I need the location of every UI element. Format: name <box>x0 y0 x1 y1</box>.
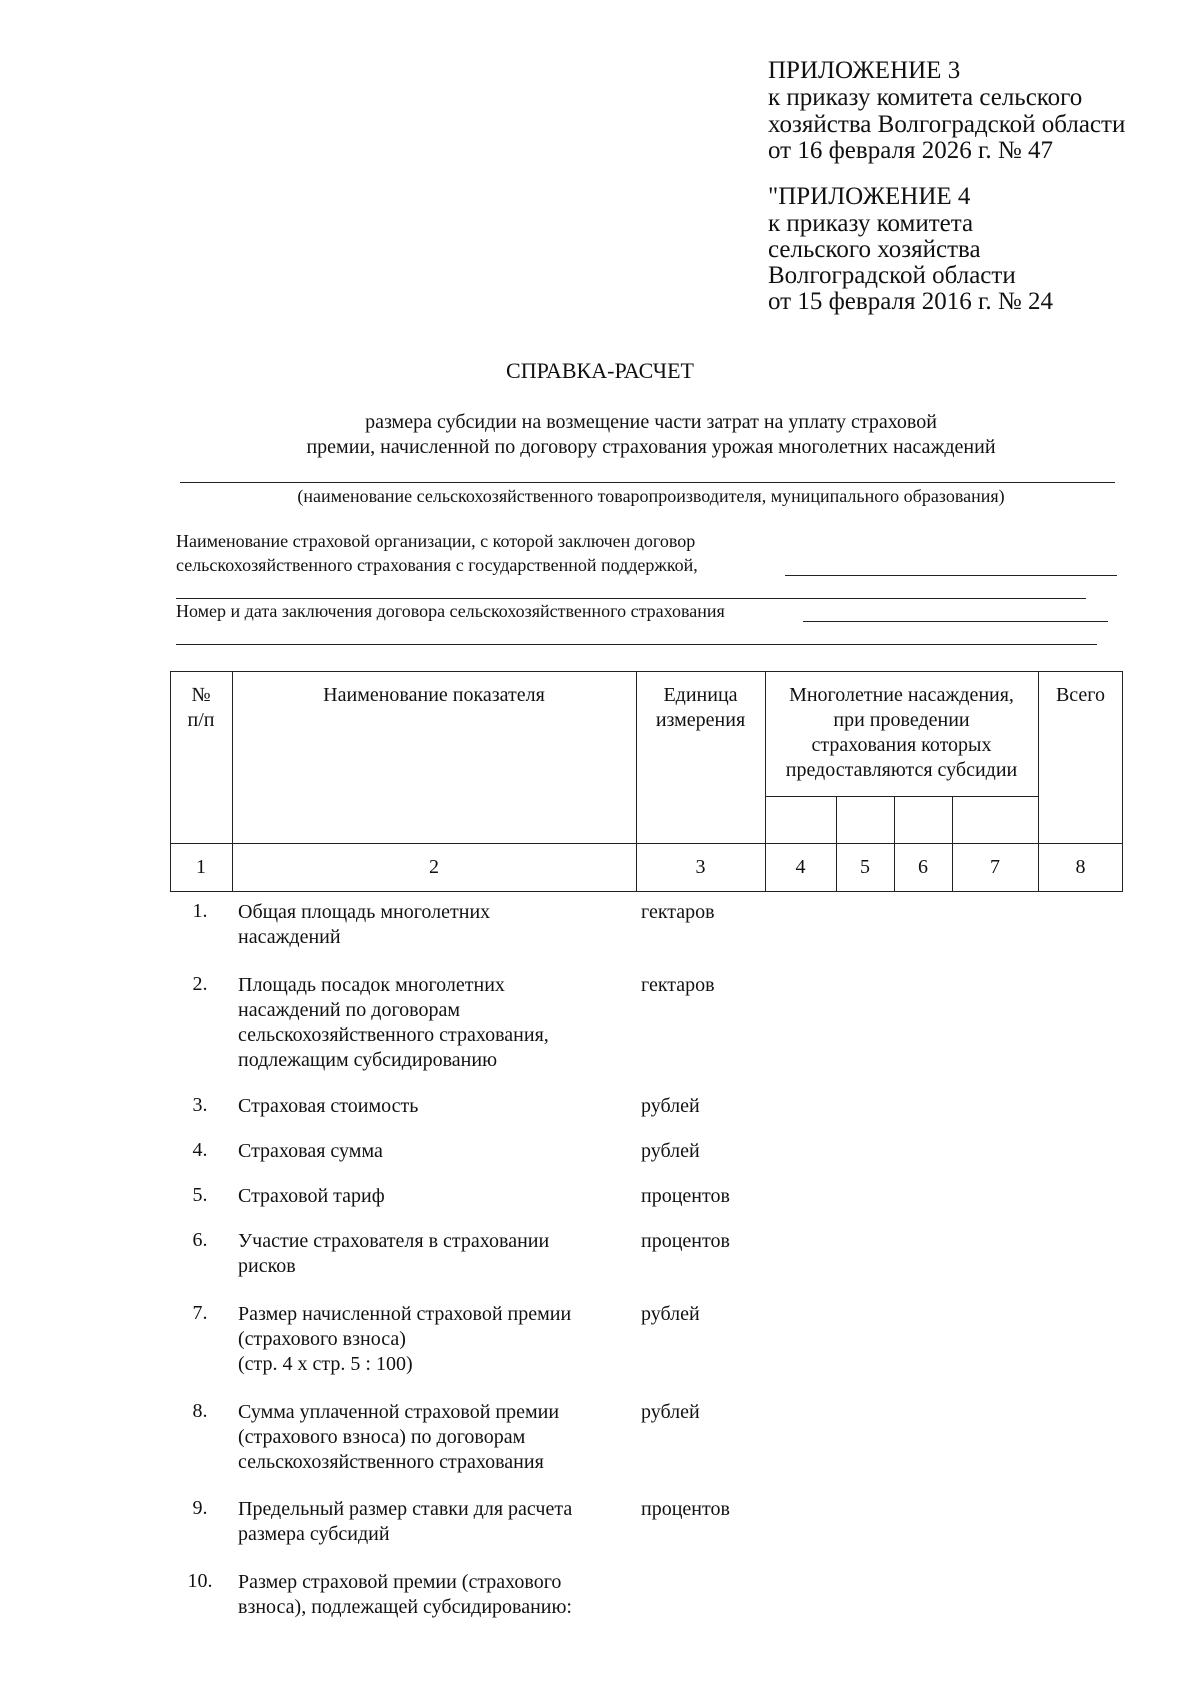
producer-caption: (наименование сельскохозяйственного товаропроизводителя, муниципального образования) <box>297 486 1005 506</box>
annex4-line: к приказу комитета <box>768 210 974 237</box>
row-name-line: сельскохозяйственного страхования, <box>238 1024 549 1046</box>
table-divider <box>765 796 1038 797</box>
row-name-line: (страхового взноса) <box>238 1328 406 1350</box>
header-unit-line: измерения <box>655 709 746 731</box>
annex4-line: от 15 февраля 2016 г. № 24 <box>768 288 1054 315</box>
header-plants-line: предоставляются субсидии <box>785 759 1018 781</box>
row-number: 6. <box>192 1229 208 1251</box>
row-name-line: взноса), подлежащей субсидированию: <box>238 1596 572 1618</box>
row-number: 5. <box>192 1184 208 1206</box>
row-number: 3. <box>192 1094 208 1116</box>
annex4-title: "ПРИЛОЖЕНИЕ 4 <box>768 183 971 210</box>
insurer-name-field-continued[interactable] <box>176 598 1086 599</box>
row-unit: процентов <box>641 1185 730 1207</box>
row-name-line: Предельный размер ставки для расчета <box>238 1498 573 1520</box>
row-name-line: подлежащим субсидированию <box>238 1049 498 1071</box>
table-divider <box>170 843 1123 844</box>
row-name-line: Сумма уплаченной страховой премии <box>238 1401 560 1423</box>
row-name-line: Размер страховой премии (страхового <box>238 1571 562 1593</box>
annex3-title: ПРИЛОЖЕНИЕ 3 <box>768 57 961 84</box>
row-unit: процентов <box>641 1498 730 1520</box>
header-plants-line: при проведении <box>833 709 970 731</box>
row-name-line: рисков <box>238 1255 296 1277</box>
annex4-line: сельского хозяйства <box>768 236 981 263</box>
row-name-line: Страховая сумма <box>238 1140 383 1162</box>
insurer-label-line: Наименование страховой организации, с которой заключен договор <box>176 531 696 551</box>
row-number: 8. <box>192 1400 208 1422</box>
subtitle-line: премии, начисленной по договору страхования урожая многолетних насаждений <box>306 436 996 458</box>
annex3-line: к приказу комитета сельского <box>768 84 1083 111</box>
row-number: 7. <box>192 1302 208 1324</box>
column-number: 2 <box>429 856 439 878</box>
column-number: 7 <box>990 856 1000 878</box>
contract-number-field[interactable] <box>803 621 1108 622</box>
row-name-line: насаждений <box>238 926 341 948</box>
row-name-line: насаждений по договорам <box>238 999 460 1021</box>
column-number: 5 <box>860 856 870 878</box>
row-unit: рублей <box>641 1095 700 1117</box>
row-name-line: (стр. 4 х стр. 5 : 100) <box>238 1353 413 1375</box>
row-unit: гектаров <box>641 901 715 923</box>
contract-number-field-continued[interactable] <box>176 644 1097 645</box>
row-name-line: (страхового взноса) по договорам <box>238 1426 526 1448</box>
column-number: 3 <box>695 856 706 878</box>
column-number: 4 <box>795 856 806 878</box>
row-number: 9. <box>192 1497 208 1519</box>
row-name-line: Участие страхователя в страховании <box>238 1230 550 1252</box>
header-plants-line: Многолетние насаждения, <box>789 684 1014 706</box>
row-number: 4. <box>192 1139 208 1161</box>
row-unit: рублей <box>641 1303 700 1325</box>
producer-name-line[interactable] <box>180 482 1115 483</box>
document-title: СПРАВКА-РАСЧЕТ <box>506 358 694 383</box>
annex4-line: Волгоградской области <box>768 262 1016 289</box>
header-indicator-name: Наименование показателя <box>323 684 545 706</box>
column-number: 1 <box>196 856 206 878</box>
row-unit: рублей <box>641 1140 700 1162</box>
insurer-label-line: сельскохозяйственного страхования с государственной поддержкой, <box>176 555 698 575</box>
contract-label: Номер и дата заключения договора сельскохозяйственного страхования <box>176 601 725 621</box>
row-name-line: сельскохозяйственного страхования <box>238 1451 544 1473</box>
row-name-line: Страховая стоимость <box>238 1095 419 1117</box>
insurer-name-field[interactable] <box>785 575 1117 576</box>
header-total: Всего <box>1055 684 1106 706</box>
header-unit-line: Единица <box>663 684 738 706</box>
row-name-line: размера субсидий <box>238 1523 390 1545</box>
annex3-line: хозяйства Волгоградской области <box>768 111 1126 138</box>
row-number: 1. <box>192 900 208 922</box>
row-name-line: Размер начисленной страховой премии <box>238 1303 572 1325</box>
header-plants-line: страхования которых <box>811 734 992 756</box>
row-unit: процентов <box>641 1230 730 1252</box>
header-num-line: № <box>191 684 211 706</box>
row-number: 2. <box>192 973 208 995</box>
row-name-line: Страховой тариф <box>238 1185 385 1207</box>
annex3-line: от 16 февраля 2026 г. № 47 <box>768 137 1054 164</box>
subtitle-line: размера субсидии на возмещение части затрат на уплату страховой <box>365 411 937 433</box>
column-number: 8 <box>1075 856 1086 878</box>
row-unit: гектаров <box>641 974 715 996</box>
row-name-line: Площадь посадок многолетних <box>238 974 505 996</box>
header-num-line: п/п <box>187 709 215 731</box>
column-number: 6 <box>918 856 928 878</box>
row-number: 10. <box>187 1570 213 1592</box>
row-name-line: Общая площадь многолетних <box>238 901 491 923</box>
row-unit: рублей <box>641 1401 700 1423</box>
